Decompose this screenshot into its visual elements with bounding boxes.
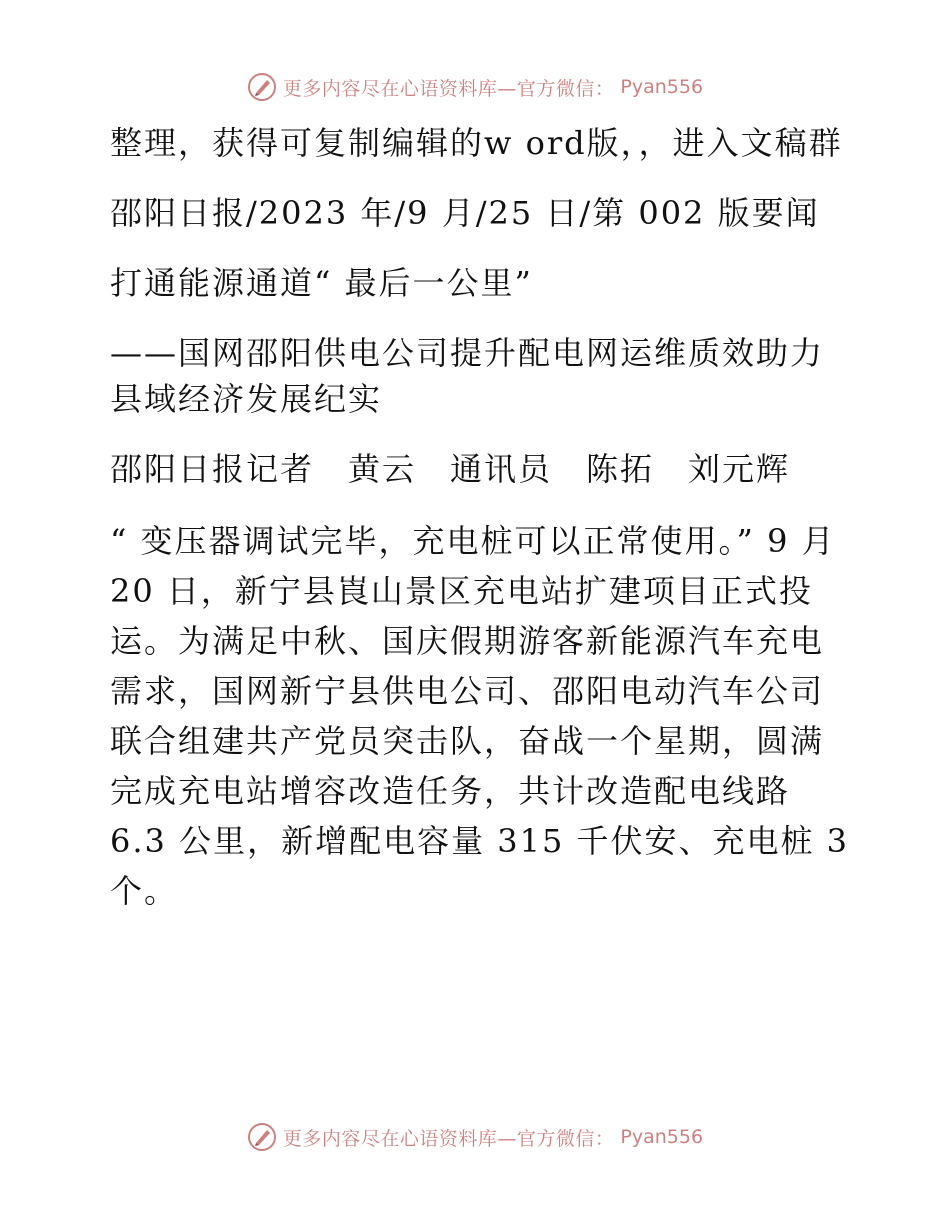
pen-logo-icon xyxy=(247,72,277,102)
article-title xyxy=(96,260,856,306)
article-subtitle-text: ——国网邵阳供电公司提升配电网运维质效助力县域经济发展纪实 xyxy=(110,334,825,418)
article-subtitle xyxy=(96,330,856,422)
body-paragraph xyxy=(96,516,856,916)
header-watermark xyxy=(0,72,950,102)
intro-line xyxy=(96,120,856,166)
watermark-text: 更多内容尽在心语资料库—官方微信： xyxy=(282,1127,615,1150)
footer-watermark xyxy=(0,1122,950,1152)
source-text: 邵阳日报/2023 年/9 月/25 日/第 002 版要闻 xyxy=(110,194,820,232)
watermark-wechat-id: Pyan556 xyxy=(620,76,704,98)
byline-text: 邵阳日报记者 黄云 通讯员 陈拓 刘元辉 xyxy=(110,450,791,488)
pen-logo-icon xyxy=(247,1122,277,1152)
watermark-text: 更多内容尽在心语资料库—官方微信： xyxy=(282,77,615,100)
document-body xyxy=(96,120,856,940)
article-title-text: 打通能源通道“ 最后一公里” xyxy=(110,264,533,302)
body-paragraph-text: “ 变压器调试完毕，充电桩可以正常使用。” 9 月 20 日，新宁县崀山景区充电站扩建项目正式投运。为满足中秋、国庆假期游客新能源汽车充电需求，国网新宁县供电公司、邵阳电动汽车公司联合组建共产党员突击队，奋战一个星期，圆满完成充电站增容改造任务，共计改造配电线路 6.3 公里，新增配电容量 315 千伏安、充电桩 3 个。 xyxy=(110,522,850,910)
watermark-wechat-id: Pyan556 xyxy=(620,1126,704,1148)
intro-text: 整理，获得可复制编辑的w ord版，，进入文稿群 xyxy=(110,124,843,162)
source-line xyxy=(96,190,856,236)
byline xyxy=(96,446,856,492)
